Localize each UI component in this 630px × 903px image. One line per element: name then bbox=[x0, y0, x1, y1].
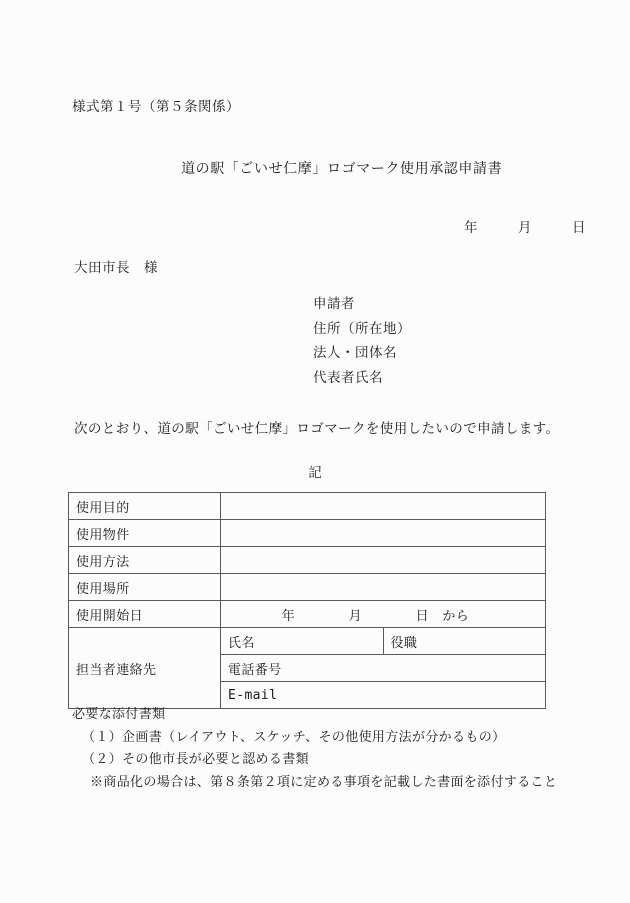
body-sentence: 次のとおり、道の駅「ごいせ仁摩」ロゴマークを使用したいので申請します。 bbox=[74, 421, 560, 437]
notes-item-3: ※商品化の場合は、第８条第２項に定める事項を記載した書面を添付すること bbox=[90, 774, 558, 790]
table-row bbox=[69, 520, 546, 547]
table-row bbox=[69, 493, 546, 520]
row-value-place[interactable] bbox=[221, 574, 546, 601]
row-label-contact: 担当者連絡先 bbox=[69, 628, 221, 709]
attachment-notes bbox=[72, 704, 557, 794]
row-value-start-date[interactable]: 年 月 日 から bbox=[221, 601, 546, 628]
applicant-block bbox=[313, 292, 411, 390]
row-label-method: 使用方法 bbox=[69, 547, 221, 574]
contact-phone-cell[interactable]: 電話番号 bbox=[221, 655, 546, 682]
contact-position-cell[interactable]: 役職 bbox=[383, 628, 546, 655]
row-label-start-date: 使用開始日 bbox=[69, 601, 221, 628]
row-value-purpose[interactable] bbox=[221, 493, 546, 520]
table-row bbox=[69, 574, 546, 601]
form-number: 様式第１号（第５条関係） bbox=[72, 99, 240, 115]
contact-email-cell[interactable]: E-mail bbox=[221, 682, 546, 709]
document-title: 道の駅「ごいせ仁摩」ロゴマーク使用承認申請書 bbox=[181, 161, 503, 177]
row-label-purpose: 使用目的 bbox=[69, 493, 221, 520]
application-table bbox=[68, 492, 546, 709]
date-line: 年 月 日 bbox=[464, 220, 586, 236]
table-row-contact-name bbox=[69, 628, 546, 655]
contact-name-cell[interactable]: 氏名 bbox=[221, 628, 384, 655]
row-value-method[interactable] bbox=[221, 547, 546, 574]
applicant-representative-label: 代表者氏名 bbox=[313, 369, 383, 386]
row-label-place: 使用場所 bbox=[69, 574, 221, 601]
applicant-organization-label: 法人・団体名 bbox=[313, 345, 397, 361]
table-row bbox=[69, 547, 546, 574]
ki-mark: 記 bbox=[308, 465, 322, 481]
notes-item-2: （２）その他市長が必要と認める書類 bbox=[82, 752, 309, 767]
applicant-heading: 申請者 bbox=[313, 296, 355, 312]
addressee: 大田市長 様 bbox=[74, 260, 158, 276]
row-value-item[interactable] bbox=[221, 520, 546, 547]
row-label-item: 使用物件 bbox=[69, 520, 221, 547]
notes-heading: 必要な添付書類 bbox=[72, 707, 166, 722]
notes-item-1: （１）企画書（レイアウト、スケッチ、その他使用方法が分かるもの） bbox=[82, 729, 506, 745]
table-row bbox=[69, 601, 546, 628]
applicant-address-label: 住所（所在地） bbox=[313, 320, 411, 337]
